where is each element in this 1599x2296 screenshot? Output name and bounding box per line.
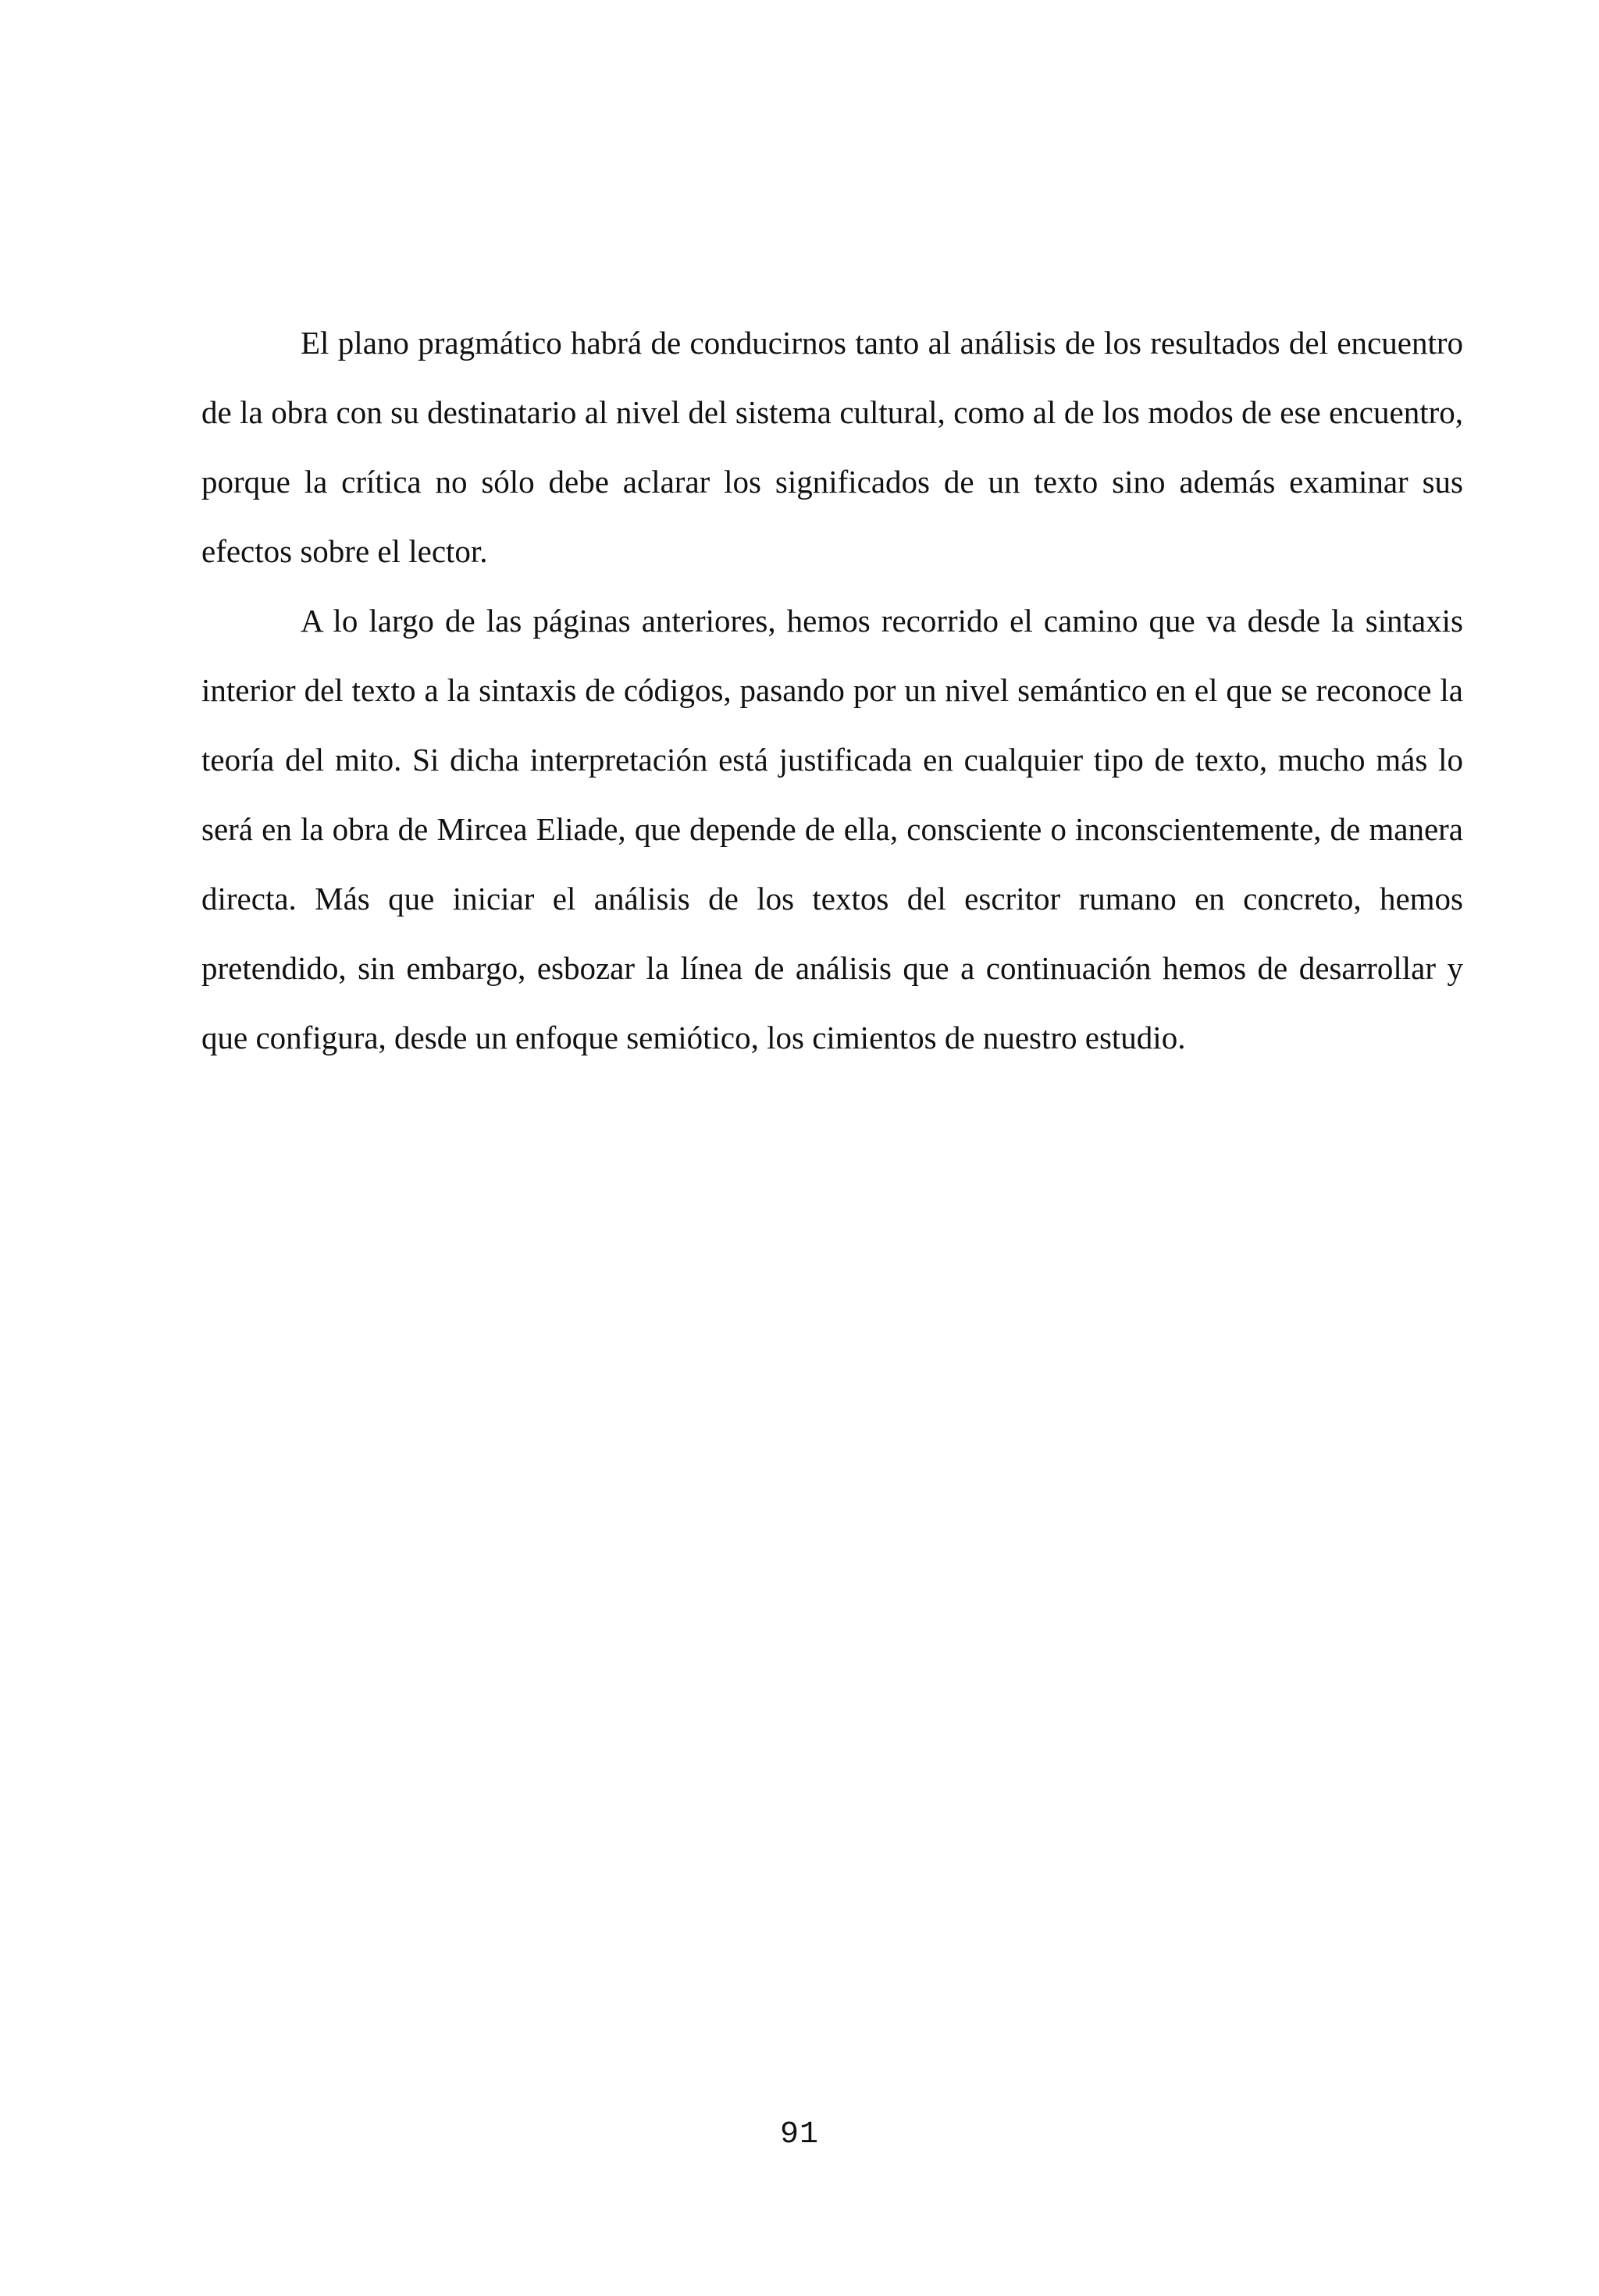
paragraph-2: A lo largo de las páginas anteriores, hemos recorrido el camino que va desde la sintaxis interior del texto a la sintaxis de códigos, pasando por un nivel semántico en el que se reconoce la teoría del mito. Si dicha interpretación está justificada en cualquier tipo de texto, mucho más lo será en la obra de Mircea Eliade, que depende de ella, consciente o inconscientemente, de manera directa. Más que iniciar el análisis de los textos del escritor rumano en concreto, hemos pretendido, sin embargo, esbozar la línea de análisis que a continuación hemos de desarrollar y que configura, desde un enfoque semiótico, los cimientos de nuestro estudio.: [201, 603, 1463, 1055]
body-text: [201, 308, 1463, 1073]
paragraph-1: El plano pragmático habrá de conducirnos tanto al análisis de los resultados del encuentro de la obra con su destinatario al nivel del sistema cultural, como al de los modos de ese encuentro, porque la crítica no sólo debe aclarar los significados de un texto sino además examinar sus efectos sobre el lector.: [201, 325, 1463, 569]
page-number: 91: [779, 2117, 819, 2152]
